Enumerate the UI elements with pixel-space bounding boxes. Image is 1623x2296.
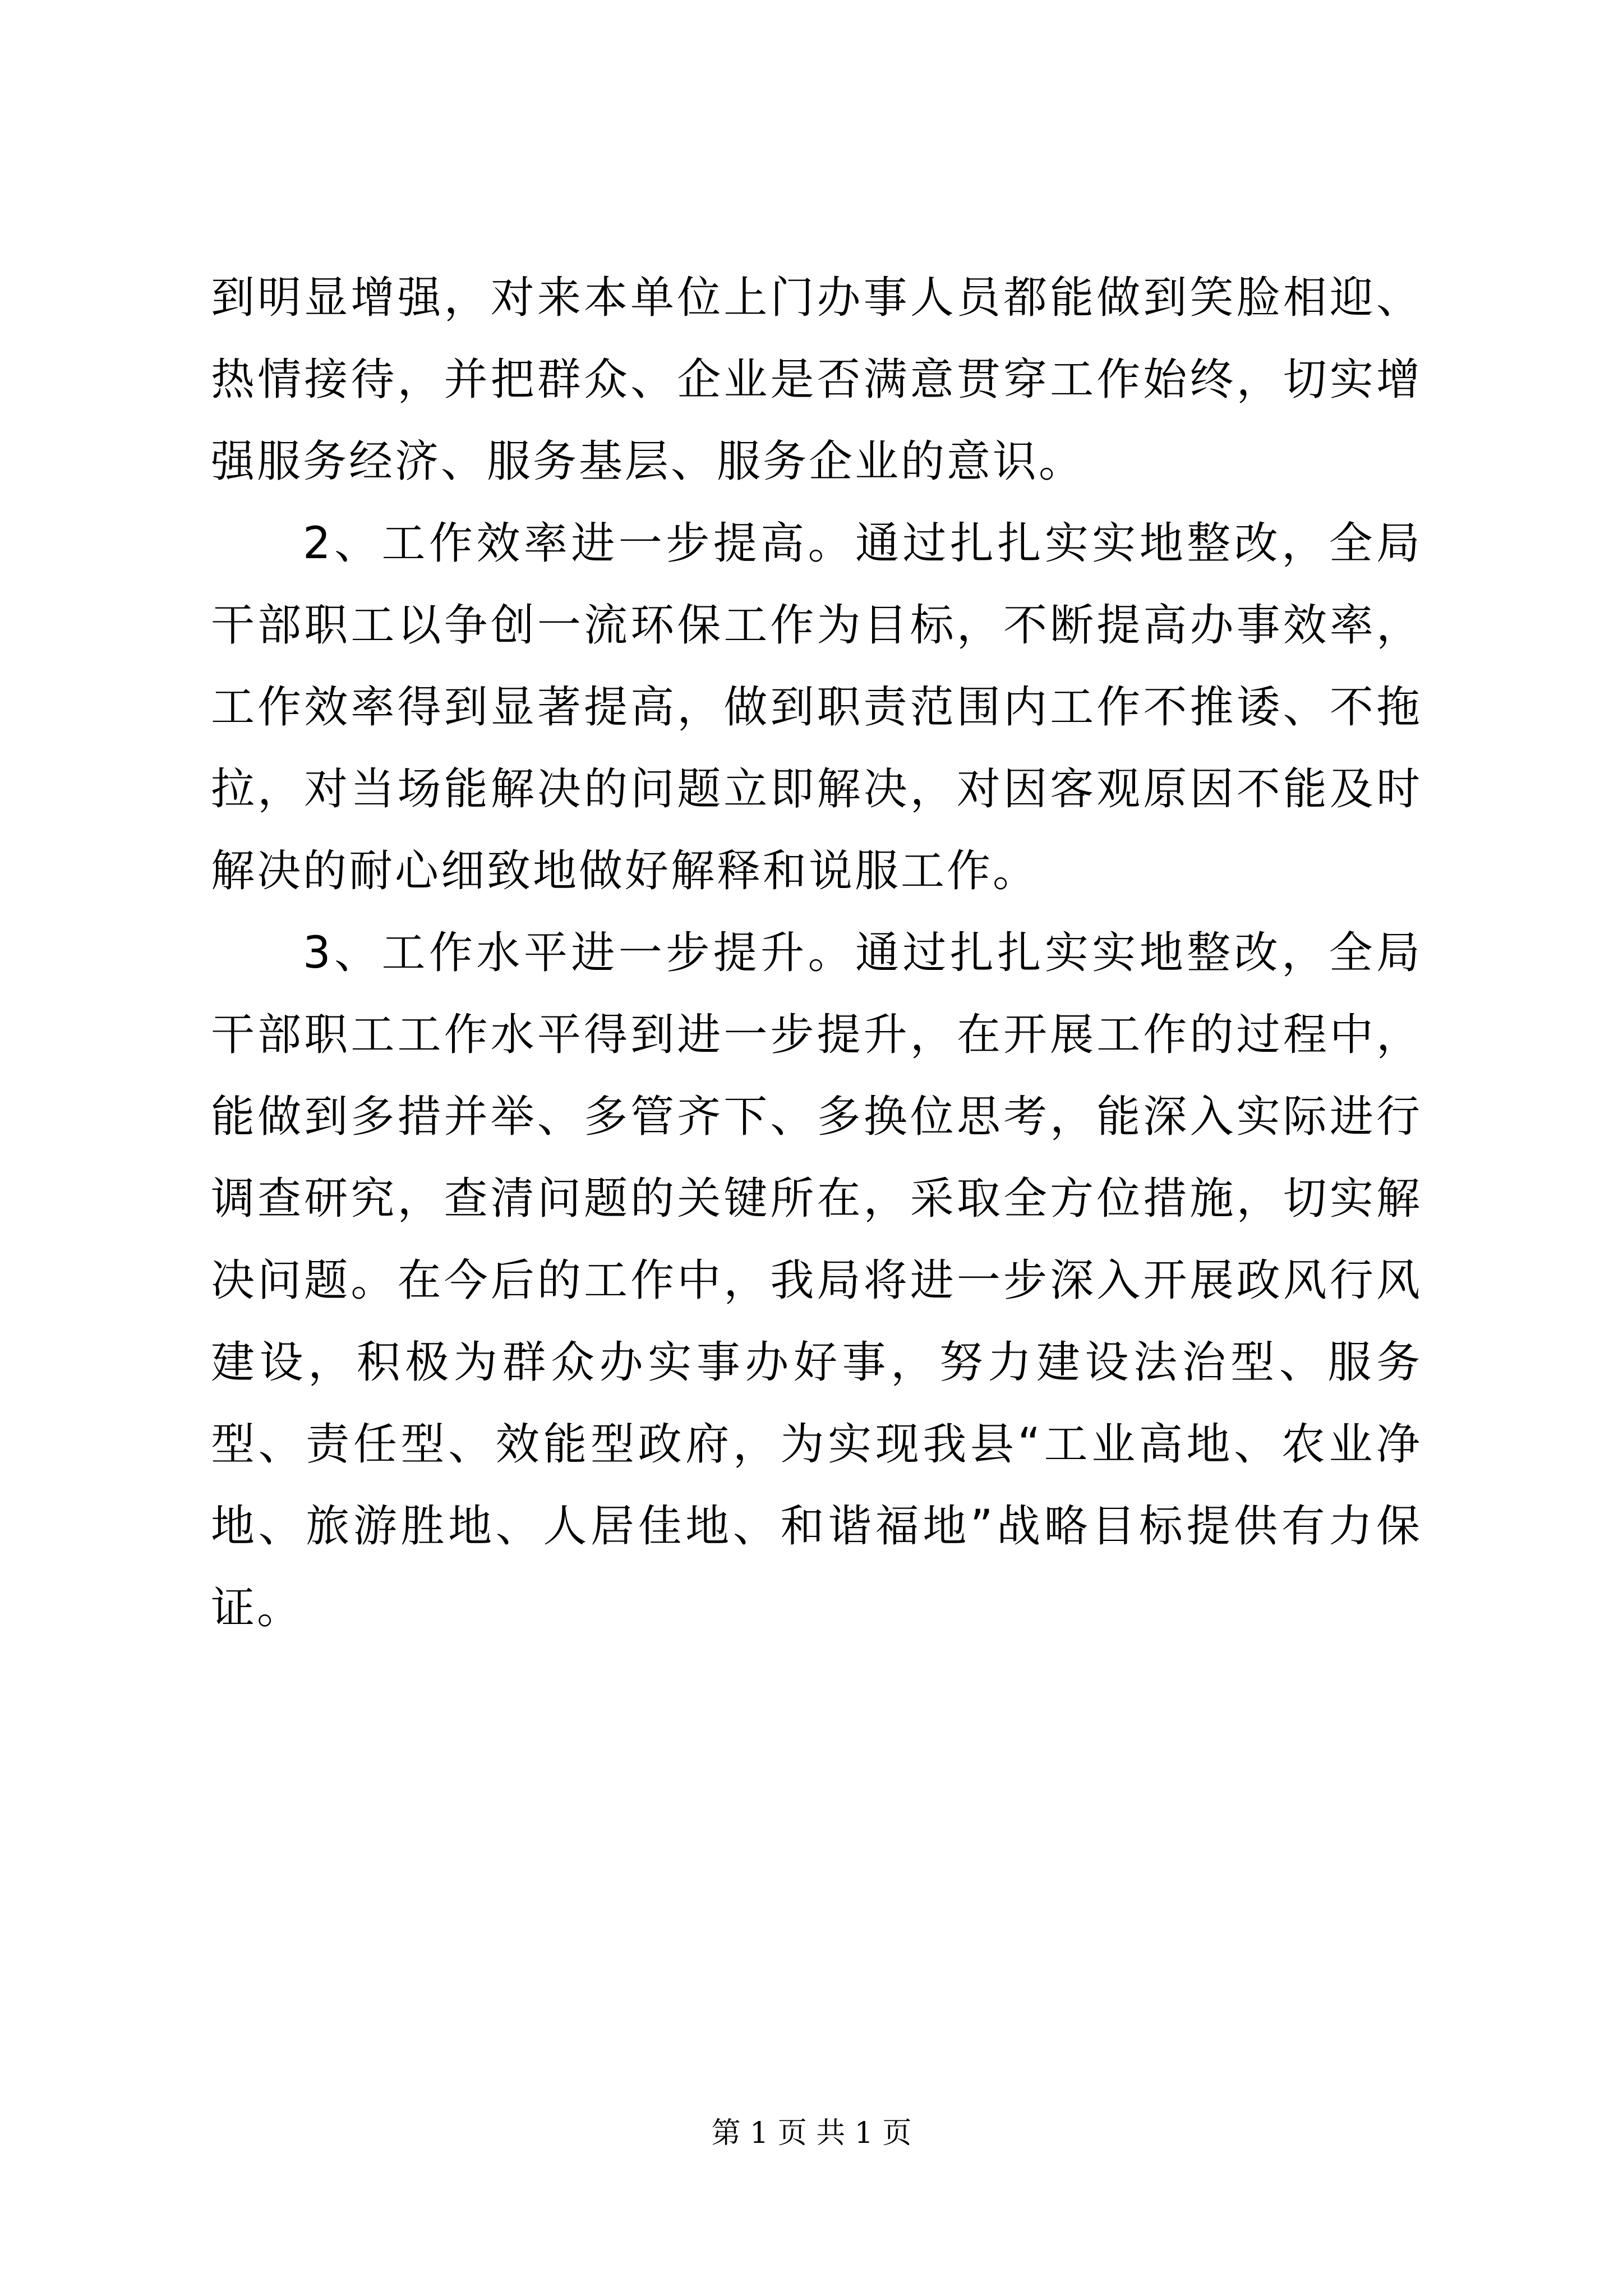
page-footer: 第 1 页 共 1 页 [711, 2116, 912, 2150]
paragraph-continuation: 到明显增强，对来本单位上门办事人员都能做到笑脸相迎、热情接待，并把群众、企业是否满意贯穿工作始终，切实增强服务经济、服务基层、服务企业的意识。 [211, 273, 1422, 487]
paragraph-work-level: 3、工作水平进一步提升。通过扎扎实实地整改，全局干部职工工作水平得到进一步提升，在开展工作的过程中，能做到多措并举、多管齐下、多换位思考，能深入实际进行调查研究，查清问题的关键所在，采取全方位措施，切实解决问题。在今后的工作中，我局将进一步深入开展政风行风建设，积极为群众办实事办好事，努力建设法治型、服务型、责任型、效能型政府，为实现我县“工业高地、农业净地、旅游胜地、人居佳地、和谐福地”战略目标提供有力保证。 [211, 928, 1422, 1634]
paragraph-work-efficiency: 2、工作效率进一步提高。通过扎扎实实地整改，全局干部职工以争创一流环保工作为目标，不断提高办事效率，工作效率得到显著提高，做到职责范围内工作不推诿、不拖拉，对当场能解决的问题立即解决，对因客观原因不能及时解决的耐心细致地做好解释和说服工作。 [211, 518, 1422, 896]
document-body [211, 257, 1422, 1649]
